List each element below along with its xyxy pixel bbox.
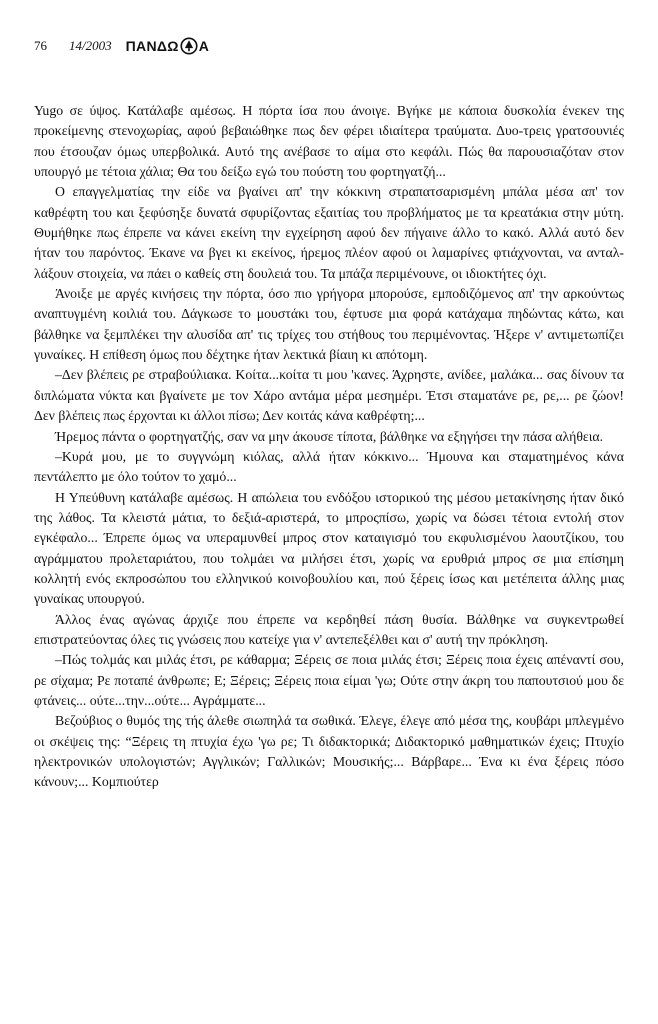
paragraph: –Δεν βλέπεις ρε στραβούλιακα. Κοίτα...κοίτα τι μου 'κανες. Άχρηστε, ανίδεε, μαλάκα... σας δίνουν τα διπλώματα νύκτα και βγαίνετε με τον Χάρο αντάμα μέρα μεσημέρι. Έτσι σταματάνε ρε, ρε,... ρε ζώον! Δεν βλέπεις πως έρχονται κι άλλοι πίσω; Δεν κοιτάς κάνα καθρέφτη;... <box>34 367 624 424</box>
magazine-title-part2: Α <box>198 38 210 54</box>
paragraph: Yugo σε ύψος. Κατάλαβε αμέσως. Η πόρτα ίσα που άνοιγε. Βγήκε με κάποια δυσκολία ένεκεν της προκείμενης στενοχωρίας, αφού βεβαιώθηκε πως δεν φέρει ιδιαίτερα τραύματα. Δυο-τρεις γρατσουνιές που έτσουζαν όμως υπερβολικά. Αυτό της ανέβασε το αίμα στο κεφάλι. Πώς θα παρουσιαζόταν στον υπουργό με τέτοια χάλια; Θα του δείξω εγώ του πούστη του φορτηγατζή... <box>34 103 624 180</box>
article-body <box>34 101 624 793</box>
paragraph: Η Υπεύθυνη κατάλαβε αμέσως. Η απώλεια του ενδόξου ιστορικού της μέσου μετακίνησης ήταν δικό της λάθος. Τα κλειστά μάτια, το δεξιά-αριστερά, το μπροςπίσω, χωρίς να δώσει τέτοια εντολή στον εγκέφαλο... Έπρεπε όμως να υπεραμυνθεί μπρος στον καταιγισμό του εκφυλισμένου λαουτζίκου, του αγράμματου προλεταριάτου, που τολμάει να μιλήσει έτσι, χωρίς να ερυθριά μπρος σε μια επίσημη κολλητή ενός εκπροσώπου του ελληνικού κοινοβουλίου και, πού ξέρεις ίσως και μετέπειτα άλλης μιας γυναίκας υπουργού. <box>34 489 624 607</box>
page-number: 76 <box>34 38 47 53</box>
paragraph: Ήρεμος πάντα ο φορτηγατζής, σαν να μην άκουσε τίποτα, βάλθηκε να εξηγήσει την πάσα αλήθεια. <box>55 428 604 444</box>
running-header <box>34 36 209 56</box>
issue-number: 14/2003 <box>69 38 112 53</box>
paragraph: Ο επαγγελματίας την είδε να βγαίνει απ' την κόκκινη στραπατσαρισμένη μπάλα μέσα απ' τον καθρέφτη του και ξεφύσηξε δυνατά σφυρίζοντας εξαιτίας του προβλήματος με τα κρεατάκια στην μύτη. Θυμήθηκε πως έπρεπε να κάνει εκείνη την εγχείρηση αφού δεν πήγαινε άλλο το κακό. Αλλά αυτό δεν ήταν του παρόντος. Έκανε να βγει κι εκείνος, ήρεμος πλέον αφού οι λαμαρίνες φτιάχνονται, να ανταλλάξουν στοιχεία, να πάει ο καθείς στη δουλειά του. Τα μπάζα περιμένουνε, οι ιδιοκτήτες όχι. <box>34 184 624 281</box>
magazine-title-part1: ΠΑΝΔΩ <box>125 38 179 54</box>
pandora-logo-icon <box>180 37 198 55</box>
paragraph: Άλλος ένας αγώνας άρχιζε που έπρεπε να κερδηθεί πάση θυσία. Βάλθηκε να συγκεντρωθεί επιστρατεύοντας όλες τις γνώσεις που κατείχε για ν' αντεπεξέλθει και σ' αυτή την πρόκληση. <box>34 611 624 647</box>
magazine-title <box>126 37 210 55</box>
paragraph: Άνοιξε με αργές κινήσεις την πόρτα, όσο πιο γρήγορα μπορούσε, εμποδιζόμενος απ' την αρκούντως αναπτυγμένη κοιλιά του. Δάγκωσε το μουστάκι του, έφτυσε μια φορά κατάχαμα πηδώντας κάτω, και βάλθηκε να ξεμπλέκει την αλυσίδα απ' τις τρίχες του στήθους του περιμένοντας. Ήξερε ν' αντιμετωπίζει γυναίκες. Η επίθεση όμως που δέχτηκε ήταν λεκτικά βίαιη κι απότομη. <box>34 286 624 363</box>
paragraph: –Πώς τολμάς και μιλάς έτσι, ρε κάθαρμα; Ξέρεις σε ποια μιλάς έτσι; Ξέρεις ποια έχεις απέναντί σου, ρε σίχαμα; Ρε ποταπέ άνθρωπε; Ε; Ξέρεις; Ξέρεις ποια είμαι 'γω; Ούτε στην άκρη του παπουτσιού μου δε φτάνεις... ούτε...την...ούτε... Αγράμματε... <box>34 652 624 708</box>
paragraph: Βεζούβιος ο θυμός της τής άλεθε σιωπηλά τα σωθικά. Έλεγε, έλεγε από μέσα της, κουβάρι μπλεγμένο οι σκέψεις της: “Ξέρεις τη πτυχία έχω 'γω ρε; Τι διδακτορικά; Διδακτορικό μαθηματικών έχεις; Πτυχίο ηλεκτρονικών υπολογιστών; Αγγλικών; Γαλλικών; Μουσικής;... Βάρβαρε... Ένα κι ένα ξέρεις πόσο κάνουν;... Κομπιούτερ <box>34 713 624 790</box>
paragraph: –Κυρά μου, με το συγγνώμη κιόλας, αλλά ήταν κόκκινο... Ήμουνα και σταματημένος κάνα πεντάλεπτο με όλο τούτον το χαμό... <box>34 448 624 485</box>
